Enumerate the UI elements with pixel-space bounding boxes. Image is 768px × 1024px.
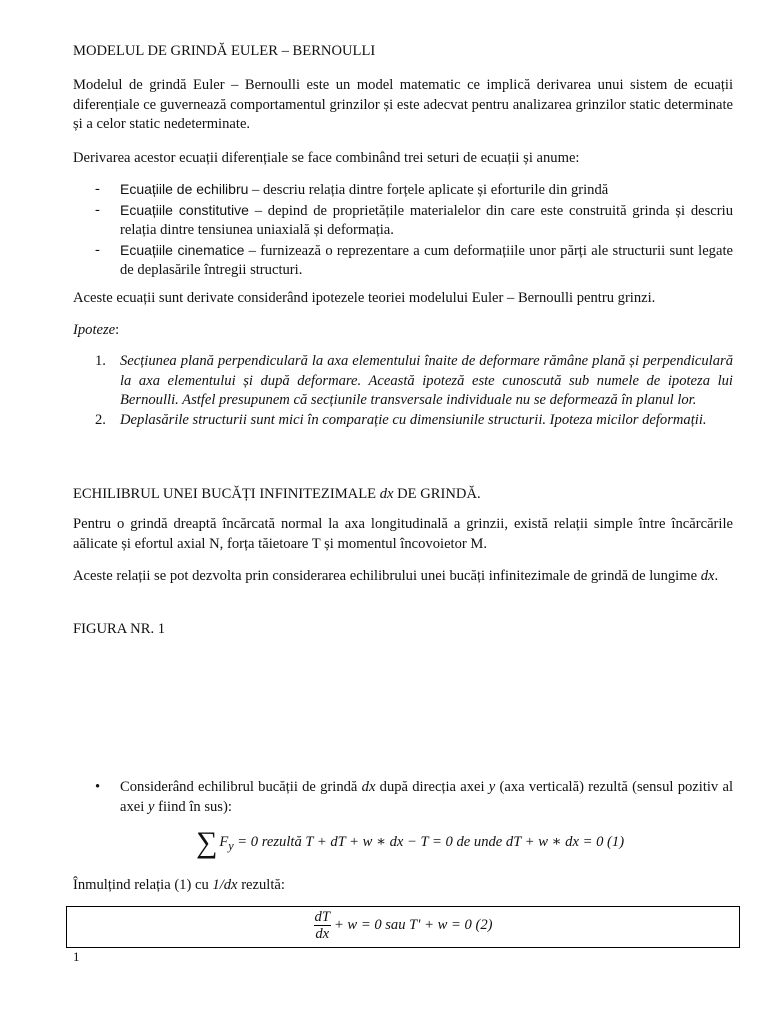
hypothesis-text: Deplasările structurii sunt mici în comparație cu dimensiunile structurii. Ipoteza micilor deformații. [120, 411, 707, 428]
hypothesis-number: 2. [95, 411, 106, 428]
list-term: Ecuațiile constitutive [120, 201, 249, 218]
fraction-denominator: dx [315, 926, 330, 942]
hypothesis-item [95, 411, 733, 431]
hypotheses-intro-paragraph: Aceste ecuații sunt derivate considerând ipotezele teoriei modelului Euler – Bernoulli pentru grinzi. [73, 290, 656, 306]
fraction-numerator: dT [314, 909, 330, 925]
intro-paragraph: Modelul de grindă Euler – Bernoulli este un model matematic ce implică derivarea unui sistem de ecuații diferențiale ce guvernează comportamentul grinzilor și este adecvat pentru analizarea grinzilor static determinate și a celor static nedeterminate. [73, 77, 733, 132]
dash-marker: - [95, 201, 100, 218]
list-item [95, 201, 733, 241]
list-item [95, 241, 733, 281]
derivative-fraction [314, 909, 331, 942]
hypothesis-item [95, 352, 733, 411]
list-text: – depind de proprietățile materialelor din care este construită grinda și descriu relația dintre tensiunea uniaxială și deformația. [120, 202, 733, 238]
section-heading-text-end: DE GRINDĂ. [393, 486, 481, 502]
equation-body: = 0 rezultă T + dT + w ∗ dx − T = 0 de unde dT + w ∗ dx = 0 (1) [233, 834, 625, 850]
list-term: Ecuațiile cinematice [120, 241, 245, 258]
multiply-paragraph [73, 876, 733, 896]
hypotheses-heading [73, 321, 733, 341]
sum-symbol: ∑ [195, 826, 218, 859]
section-heading [73, 485, 733, 505]
bullet-text: fiind în sus): [154, 798, 232, 815]
relations-paragraph: Pentru o grindă dreaptă încărcată normal la axa longitudinală a grinzii, există relații simple între încărcările aălicate și efortul axial N, forța tăietoare T și momentul încovoietor M. [73, 516, 733, 552]
equation-1 [150, 828, 670, 858]
infinitesimal-text: Aceste relații se pot dezvolta prin considerarea echilibrului unei bucăți infinitezimale de grindă de lungime [73, 568, 701, 584]
list-item [95, 778, 733, 817]
equation-sets-list [95, 180, 733, 281]
multiply-variable: 1/dx [212, 877, 238, 893]
infinitesimal-variable: dx [700, 568, 715, 584]
multiply-text-end: rezultă: [237, 877, 285, 893]
list-term: Ecuațiile de echilibru [120, 181, 249, 197]
hypotheses-list [95, 352, 733, 430]
bullet-text: după direcția axei [375, 779, 489, 795]
bullet-variable: y [488, 779, 496, 795]
derivation-paragraph: Derivarea acestor ecuații diferențiale se face combinând trei seturi de ecuații și anume: [73, 150, 580, 166]
hypotheses-label: Ipoteze [73, 322, 116, 338]
figure-label: FIGURA NR. 1 [73, 621, 166, 637]
bullet-text: (axa verticală) rezultă (sensul pozitiv al axei [120, 779, 733, 815]
bullet-marker: • [95, 779, 101, 795]
equilibrium-bullet-list [95, 778, 733, 817]
dash-marker: - [95, 241, 100, 258]
bullet-text: Considerând echilibrul bucății de grindă [120, 779, 362, 795]
equation-term: F [219, 834, 229, 850]
hypothesis-number: 1. [95, 353, 106, 369]
list-text: – descriu relația dintre forțele aplicate și eforturile din grindă [248, 182, 609, 198]
equation-2-box [66, 906, 740, 948]
hypotheses-colon: : [115, 322, 120, 338]
list-item [95, 180, 733, 201]
list-text: – furnizează o reprezentare a cum deformațiile unor părți ale structurii sunt legate de deplasările întregii structuri. [120, 242, 733, 278]
infinitesimal-text-end: . [714, 568, 719, 584]
section-heading-text: ECHILIBRUL UNEI BUCĂȚI INFINITEZIMALE [73, 486, 380, 502]
equation-body: + w = 0 sau T′ + w = 0 (2) [333, 916, 493, 933]
bullet-variable: dx [361, 779, 376, 795]
multiply-text: Înmulțind relația (1) cu [73, 877, 213, 893]
equation-subscript: y [228, 838, 234, 853]
dash-marker: - [95, 181, 100, 197]
infinitesimal-paragraph [73, 567, 733, 587]
document-title: MODELUL DE GRINDĂ EULER – BERNOULLI [73, 43, 376, 59]
hypothesis-text: Secțiunea plană perpendiculară la axa elementului înaite de deformare rămâne plană și perpendiculară la axa elementului și după deformare. Această ipoteză este cunoscută sub numele de ipoteza lui Bernoulli. Astfel presupunem că secțiunile transversale individuale nu se deformează în planul lor. [120, 353, 733, 408]
bullet-variable: y [147, 798, 155, 815]
section-heading-variable: dx [379, 486, 394, 502]
equation-2 [67, 909, 739, 942]
page-number: 1 [73, 949, 80, 964]
